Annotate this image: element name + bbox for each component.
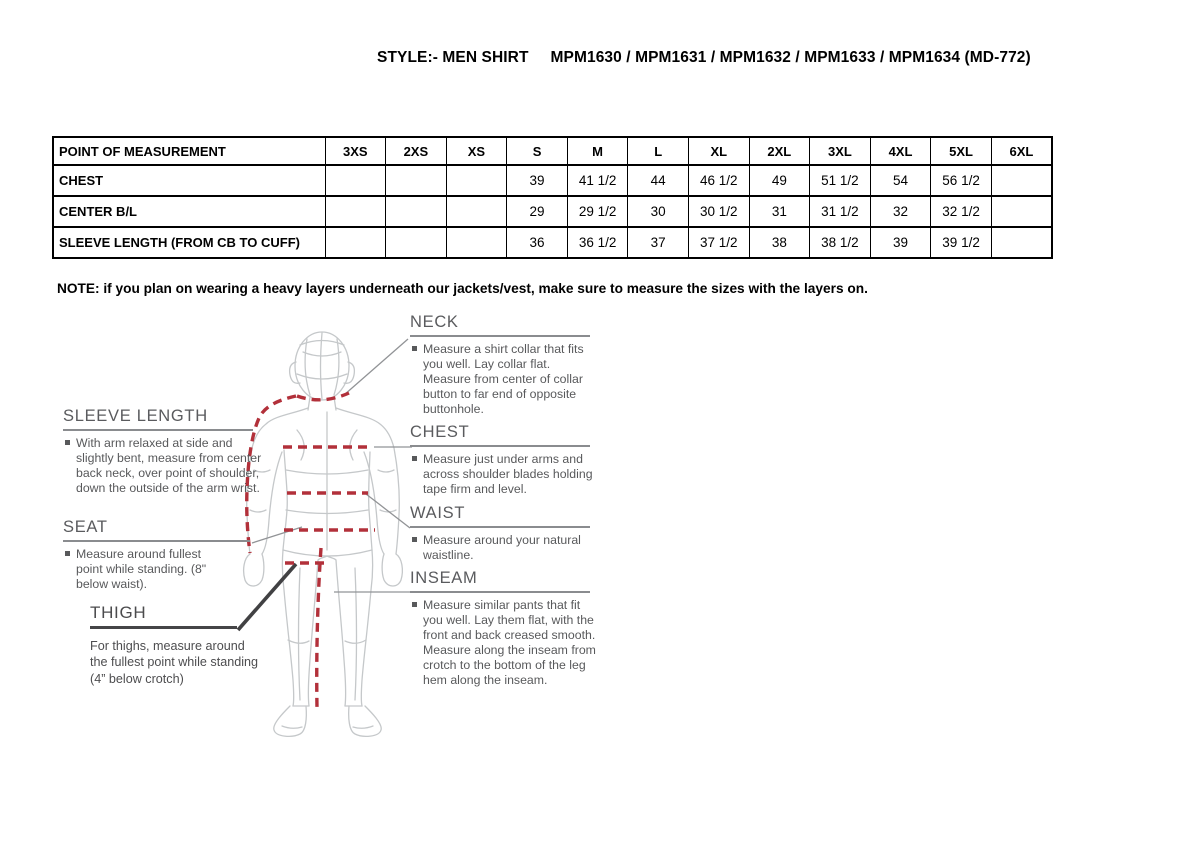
size-cell — [386, 196, 447, 227]
size-column-header: 2XS — [386, 137, 447, 165]
size-cell: 39 1/2 — [931, 227, 992, 258]
size-table — [52, 136, 1053, 259]
size-cell — [386, 165, 447, 196]
size-column-header: 6XL — [991, 137, 1052, 165]
bullet-square-icon — [412, 346, 417, 351]
style-codes: MPM1630 / MPM1631 / MPM1632 / MPM1633 / MPM1634 (MD-772) — [550, 49, 1031, 66]
size-cell — [386, 227, 447, 258]
size-column-header: M — [567, 137, 628, 165]
guide-seat-text: Measure around fullest point while standing. (8" below waist). — [63, 547, 231, 592]
size-cell: 56 1/2 — [931, 165, 992, 196]
size-cell: 31 1/2 — [810, 196, 871, 227]
guide-waist — [410, 504, 590, 563]
bullet-square-icon — [65, 440, 70, 445]
guide-thigh-text: For thighs, measure around the fullest point while standing (4” below crotch) — [90, 639, 259, 686]
size-cell — [446, 165, 507, 196]
neck-measure-line — [297, 393, 349, 400]
figure-wireframe — [244, 332, 403, 736]
size-cell: 29 — [507, 196, 568, 227]
style-label: STYLE:- MEN SHIRT — [377, 49, 529, 66]
page-title — [377, 49, 1031, 67]
guide-sleeve-length-text: With arm relaxed at side and slightly bent, measure from center back neck, over point of shoulder, down the outside of the arm wrist. — [63, 436, 264, 496]
size-cell — [446, 227, 507, 258]
size-cell: 32 — [870, 196, 931, 227]
guide-chest-text: Measure just under arms and across shoulder blades holding tape firm and level. — [410, 452, 601, 497]
guide-chest — [410, 423, 601, 497]
guide-inseam-title: INSEAM — [410, 569, 590, 593]
size-column-header: L — [628, 137, 689, 165]
size-column-header: 2XL — [749, 137, 810, 165]
size-cell: 37 — [628, 227, 689, 258]
table-row-center-bl — [53, 196, 1052, 227]
size-column-header: 3XS — [325, 137, 386, 165]
size-cell: 49 — [749, 165, 810, 196]
guide-seat — [63, 518, 250, 592]
size-cell — [991, 227, 1052, 258]
size-cell — [325, 165, 386, 196]
row-label: SLEEVE LENGTH (FROM CB TO CUFF) — [53, 227, 325, 258]
size-column-header: 5XL — [931, 137, 992, 165]
table-row-sleeve-length — [53, 227, 1052, 258]
size-column-header: S — [507, 137, 568, 165]
guide-neck-text: Measure a shirt collar that fits you well. Lay collar flat. Measure from center of collar button to far end of opposite buttonhole. — [410, 342, 595, 417]
inseam-measure-line — [317, 548, 321, 708]
guide-neck — [410, 313, 595, 417]
leader-lines — [252, 339, 412, 592]
bullet-square-icon — [412, 456, 417, 461]
size-cell: 37 1/2 — [688, 227, 749, 258]
guide-sleeve-length — [63, 407, 264, 496]
bullet-square-icon — [65, 551, 70, 556]
guide-neck-title: NECK — [410, 313, 590, 337]
size-column-header: 4XL — [870, 137, 931, 165]
size-cell: 46 1/2 — [688, 165, 749, 196]
guide-waist-title: WAIST — [410, 504, 590, 528]
bullet-square-icon — [412, 537, 417, 542]
row-label: CENTER B/L — [53, 196, 325, 227]
size-cell: 31 — [749, 196, 810, 227]
column-header-point-of-measurement: POINT OF MEASUREMENT — [53, 137, 325, 165]
size-cell: 44 — [628, 165, 689, 196]
size-cell: 32 1/2 — [931, 196, 992, 227]
guide-inseam — [410, 569, 601, 688]
layers-note: NOTE: if you plan on wearing a heavy layers underneath our jackets/vest, make sure to measure the sizes with the layers on. — [57, 281, 868, 296]
size-cell — [325, 196, 386, 227]
size-cell: 38 — [749, 227, 810, 258]
size-cell: 30 1/2 — [688, 196, 749, 227]
size-cell: 36 1/2 — [567, 227, 628, 258]
size-cell — [446, 196, 507, 227]
row-label: CHEST — [53, 165, 325, 196]
size-cell — [991, 165, 1052, 196]
guide-sleeve-length-title: SLEEVE LENGTH — [63, 407, 253, 431]
size-cell: 38 1/2 — [810, 227, 871, 258]
bullet-square-icon — [412, 602, 417, 607]
table-row-chest — [53, 165, 1052, 196]
size-cell: 41 1/2 — [567, 165, 628, 196]
size-cell: 39 — [507, 165, 568, 196]
guide-thigh — [90, 603, 262, 687]
size-cell: 39 — [870, 227, 931, 258]
size-column-header: XS — [446, 137, 507, 165]
size-cell: 51 1/2 — [810, 165, 871, 196]
size-cell — [325, 227, 386, 258]
size-column-header: 3XL — [810, 137, 871, 165]
guide-inseam-text: Measure similar pants that fit you well. Lay them flat, with the front and back creased smooth. Measure along the inseam from crotch to the bottom of the leg hem along the inseam. — [410, 598, 601, 688]
size-cell: 29 1/2 — [567, 196, 628, 227]
size-column-header: XL — [688, 137, 749, 165]
guide-thigh-title: THIGH — [90, 603, 237, 629]
size-table-header-row — [53, 137, 1052, 165]
size-cell: 36 — [507, 227, 568, 258]
size-cell: 30 — [628, 196, 689, 227]
guide-seat-title: SEAT — [63, 518, 250, 542]
guide-chest-title: CHEST — [410, 423, 590, 447]
guide-waist-text: Measure around your natural waistline. — [410, 533, 583, 563]
size-cell: 54 — [870, 165, 931, 196]
measurement-dash-lines — [247, 393, 375, 708]
size-cell — [991, 196, 1052, 227]
